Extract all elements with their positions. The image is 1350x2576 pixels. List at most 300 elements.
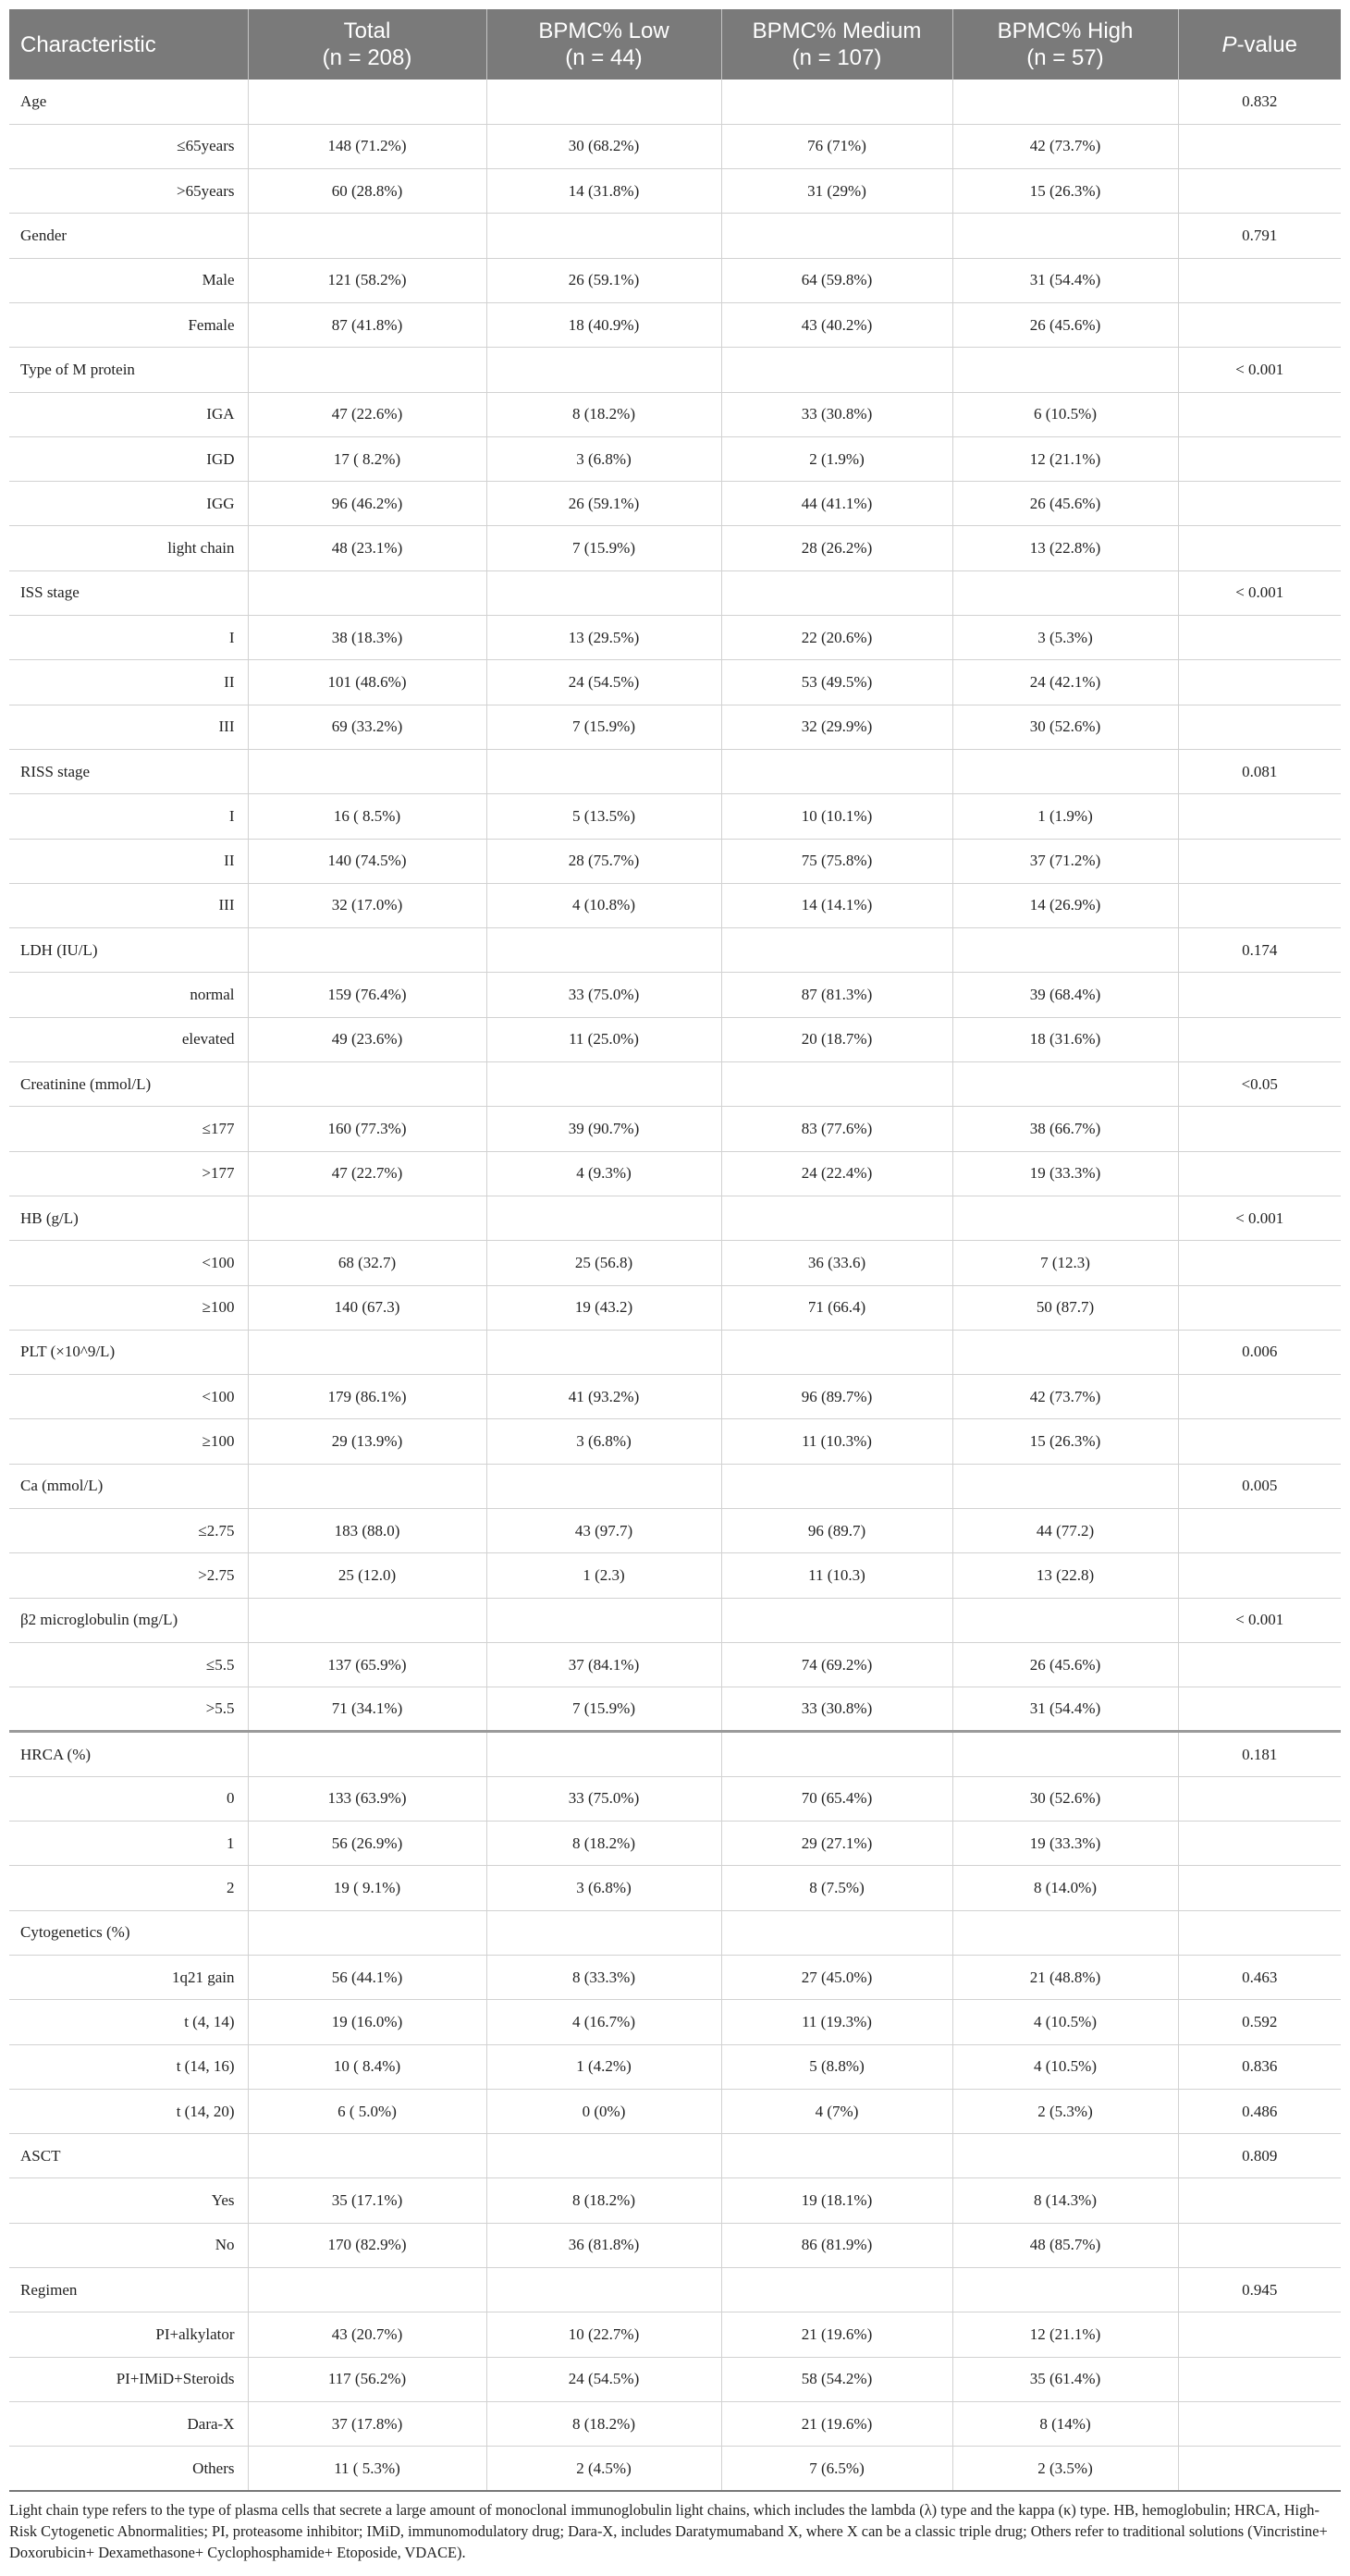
cell-low: 10 (22.7%) [486, 2312, 721, 2357]
cell-low: 3 (6.8%) [486, 436, 721, 481]
cell-medium: 8 (7.5%) [721, 1866, 952, 1910]
cell-high: 8 (14.3%) [952, 2178, 1178, 2223]
cell-characteristic: II [9, 839, 248, 883]
cell-low: 30 (68.2%) [486, 124, 721, 168]
cell-high: 2 (5.3%) [952, 2089, 1178, 2133]
cell-p-value [1178, 1553, 1341, 1598]
cell-low: 11 (25.0%) [486, 1017, 721, 1061]
cell-total [248, 80, 486, 124]
cell-characteristic: Yes [9, 2178, 248, 2223]
cell-characteristic: Regimen [9, 2268, 248, 2312]
cell-medium: 24 (22.4%) [721, 1151, 952, 1196]
cell-low: 8 (33.3%) [486, 1955, 721, 1999]
cell-total: 60 (28.8%) [248, 169, 486, 214]
cell-total: 6 ( 5.0%) [248, 2089, 486, 2133]
cell-characteristic: 1q21 gain [9, 1955, 248, 1999]
table-row [9, 973, 1341, 1017]
cell-total: 140 (67.3) [248, 1285, 486, 1330]
cell-characteristic: ≤177 [9, 1107, 248, 1151]
cell-p-value: < 0.001 [1178, 570, 1341, 615]
table-row [9, 482, 1341, 526]
table-row [9, 258, 1341, 302]
table-container [9, 9, 1341, 2563]
table-row [9, 2447, 1341, 2491]
table-row [9, 2089, 1341, 2133]
cell-characteristic: Creatinine (mmol/L) [9, 1062, 248, 1107]
table-row [9, 839, 1341, 883]
cell-total [248, 1598, 486, 1642]
cell-p-value [1178, 660, 1341, 705]
table-row [9, 883, 1341, 927]
cell-low: 8 (18.2%) [486, 1822, 721, 1866]
group-row [9, 1910, 1341, 1955]
cell-total: 17 ( 8.2%) [248, 436, 486, 481]
cell-characteristic: normal [9, 973, 248, 1017]
cell-low [486, 928, 721, 973]
cell-p-value [1178, 436, 1341, 481]
cell-p-value: 0.081 [1178, 749, 1341, 793]
cell-p-value [1178, 2223, 1341, 2267]
cell-total: 101 (48.6%) [248, 660, 486, 705]
cell-low: 26 (59.1%) [486, 258, 721, 302]
cell-total [248, 928, 486, 973]
cell-high: 24 (42.1%) [952, 660, 1178, 705]
table-row [9, 1241, 1341, 1285]
cell-p-value [1178, 973, 1341, 1017]
cell-medium: 44 (41.1%) [721, 482, 952, 526]
cell-low: 8 (18.2%) [486, 2401, 721, 2446]
cell-characteristic: ≤2.75 [9, 1509, 248, 1553]
cell-medium: 74 (69.2%) [721, 1642, 952, 1687]
cell-low [486, 1330, 721, 1374]
cell-p-value: < 0.001 [1178, 348, 1341, 392]
cell-medium [721, 348, 952, 392]
cell-total: 96 (46.2%) [248, 482, 486, 526]
cell-low: 2 (4.5%) [486, 2447, 721, 2491]
cell-characteristic: ISS stage [9, 570, 248, 615]
cell-low: 4 (9.3%) [486, 1151, 721, 1196]
cell-p-value [1178, 2357, 1341, 2401]
cell-total [248, 749, 486, 793]
cell-low: 43 (97.7) [486, 1509, 721, 1553]
cell-medium [721, 1910, 952, 1955]
cell-high [952, 80, 1178, 124]
cell-medium [721, 80, 952, 124]
cell-p-value: < 0.001 [1178, 1196, 1341, 1240]
cell-low: 18 (40.9%) [486, 302, 721, 347]
cell-low: 7 (15.9%) [486, 526, 721, 570]
cell-p-value: 0.006 [1178, 1330, 1341, 1374]
group-row [9, 1196, 1341, 1240]
cell-characteristic: 2 [9, 1866, 248, 1910]
cell-low: 4 (16.7%) [486, 2000, 721, 2044]
cell-high: 8 (14%) [952, 2401, 1178, 2446]
cell-low [486, 2134, 721, 2178]
cell-characteristic: 0 [9, 1776, 248, 1821]
cell-characteristic: RISS stage [9, 749, 248, 793]
cell-high: 12 (21.1%) [952, 436, 1178, 481]
cell-medium: 29 (27.1%) [721, 1822, 952, 1866]
cell-p-value [1178, 2178, 1341, 2223]
cell-low: 8 (18.2%) [486, 2178, 721, 2223]
cell-high: 13 (22.8%) [952, 526, 1178, 570]
cell-total: 19 (16.0%) [248, 2000, 486, 2044]
table-row [9, 526, 1341, 570]
cell-characteristic: >177 [9, 1151, 248, 1196]
cell-total: 117 (56.2%) [248, 2357, 486, 2401]
cell-high: 18 (31.6%) [952, 1017, 1178, 1061]
cell-medium: 32 (29.9%) [721, 705, 952, 749]
cell-high [952, 2134, 1178, 2178]
cell-medium: 5 (8.8%) [721, 2044, 952, 2089]
cell-medium: 7 (6.5%) [721, 2447, 952, 2491]
cell-total: 56 (44.1%) [248, 1955, 486, 1999]
cell-p-value [1178, 1241, 1341, 1285]
table-row [9, 1375, 1341, 1419]
cell-low [486, 1598, 721, 1642]
table-row [9, 169, 1341, 214]
cell-medium: 71 (66.4) [721, 1285, 952, 1330]
table-row [9, 302, 1341, 347]
cell-high: 4 (10.5%) [952, 2044, 1178, 2089]
cell-total [248, 570, 486, 615]
cell-total [248, 2134, 486, 2178]
cell-medium [721, 1062, 952, 1107]
cell-low [486, 214, 721, 258]
cell-low: 7 (15.9%) [486, 1687, 721, 1732]
cell-p-value [1178, 1419, 1341, 1464]
cell-total: 71 (34.1%) [248, 1687, 486, 1732]
cell-total [248, 1330, 486, 1374]
cell-low [486, 1910, 721, 1955]
cell-characteristic: I [9, 794, 248, 839]
header-total [248, 9, 486, 80]
cell-high: 31 (54.4%) [952, 258, 1178, 302]
cell-characteristic: Gender [9, 214, 248, 258]
cell-low: 41 (93.2%) [486, 1375, 721, 1419]
cell-total: 69 (33.2%) [248, 705, 486, 749]
header-low-label: BPMC% Low [538, 18, 669, 43]
cell-high: 42 (73.7%) [952, 1375, 1178, 1419]
cell-high: 39 (68.4%) [952, 973, 1178, 1017]
cell-p-value [1178, 1866, 1341, 1910]
cell-medium: 11 (10.3) [721, 1553, 952, 1598]
group-row [9, 1732, 1341, 1776]
cell-characteristic: LDH (IU/L) [9, 928, 248, 973]
cell-p-value [1178, 616, 1341, 660]
cell-total [248, 1910, 486, 1955]
cell-total: 48 (23.1%) [248, 526, 486, 570]
cell-p-value [1178, 526, 1341, 570]
cell-characteristic: Male [9, 258, 248, 302]
cell-high [952, 1062, 1178, 1107]
cell-medium [721, 214, 952, 258]
cell-p-value: 0.181 [1178, 1732, 1341, 1776]
cell-p-value [1178, 392, 1341, 436]
cell-p-value [1178, 258, 1341, 302]
cell-high [952, 2268, 1178, 2312]
cell-medium [721, 570, 952, 615]
cell-medium: 83 (77.6%) [721, 1107, 952, 1151]
cell-medium [721, 1196, 952, 1240]
cell-p-value [1178, 794, 1341, 839]
cell-p-value [1178, 2312, 1341, 2357]
cell-medium [721, 1464, 952, 1508]
cell-characteristic: ASCT [9, 2134, 248, 2178]
cell-total [248, 2268, 486, 2312]
cell-low [486, 1464, 721, 1508]
cell-medium: 96 (89.7%) [721, 1375, 952, 1419]
cell-medium: 21 (19.6%) [721, 2401, 952, 2446]
cell-characteristic: Age [9, 80, 248, 124]
header-characteristic: Characteristic [9, 9, 248, 80]
cell-p-value [1178, 1509, 1341, 1553]
cell-high: 50 (87.7) [952, 1285, 1178, 1330]
cell-low [486, 80, 721, 124]
cell-low: 36 (81.8%) [486, 2223, 721, 2267]
cell-medium: 10 (10.1%) [721, 794, 952, 839]
cell-total: 140 (74.5%) [248, 839, 486, 883]
cell-low: 14 (31.8%) [486, 169, 721, 214]
cell-total: 137 (65.9%) [248, 1642, 486, 1687]
cell-p-value [1178, 482, 1341, 526]
cell-medium: 36 (33.6) [721, 1241, 952, 1285]
cell-characteristic: ≤5.5 [9, 1642, 248, 1687]
cell-low [486, 1732, 721, 1776]
cell-total: 11 ( 5.3%) [248, 2447, 486, 2491]
cell-p-value: 0.836 [1178, 2044, 1341, 2089]
cell-total: 56 (26.9%) [248, 1822, 486, 1866]
group-row [9, 1598, 1341, 1642]
cell-p-value [1178, 1822, 1341, 1866]
cell-high: 48 (85.7%) [952, 2223, 1178, 2267]
cell-characteristic: <100 [9, 1375, 248, 1419]
cell-p-value [1178, 1776, 1341, 1821]
cell-total: 121 (58.2%) [248, 258, 486, 302]
cell-high [952, 1732, 1178, 1776]
cell-high: 31 (54.4%) [952, 1687, 1178, 1732]
cell-total: 170 (82.9%) [248, 2223, 486, 2267]
cell-high: 37 (71.2%) [952, 839, 1178, 883]
cell-low: 28 (75.7%) [486, 839, 721, 883]
group-row [9, 570, 1341, 615]
header-row [9, 9, 1341, 80]
cell-characteristic: III [9, 883, 248, 927]
table-body [9, 80, 1341, 2491]
table-row [9, 1017, 1341, 1061]
table-row [9, 1866, 1341, 1910]
header-low [486, 9, 721, 80]
cell-p-value [1178, 839, 1341, 883]
cell-high [952, 1598, 1178, 1642]
cell-medium: 14 (14.1%) [721, 883, 952, 927]
cell-high: 3 (5.3%) [952, 616, 1178, 660]
cell-characteristic: Dara-X [9, 2401, 248, 2446]
cell-characteristic: <100 [9, 1241, 248, 1285]
table-row [9, 1642, 1341, 1687]
header-total-n: (n = 208) [322, 45, 412, 70]
cell-total: 47 (22.7%) [248, 1151, 486, 1196]
cell-medium: 19 (18.1%) [721, 2178, 952, 2223]
cell-low [486, 1196, 721, 1240]
cell-high [952, 1464, 1178, 1508]
table-row [9, 794, 1341, 839]
cell-medium: 87 (81.3%) [721, 973, 952, 1017]
group-row [9, 80, 1341, 124]
group-row [9, 928, 1341, 973]
group-row [9, 749, 1341, 793]
cell-p-value: 0.809 [1178, 2134, 1341, 2178]
cell-low: 37 (84.1%) [486, 1642, 721, 1687]
cell-medium: 33 (30.8%) [721, 1687, 952, 1732]
table-row [9, 2223, 1341, 2267]
cell-characteristic: No [9, 2223, 248, 2267]
cell-low [486, 2268, 721, 2312]
cell-characteristic: >5.5 [9, 1687, 248, 1732]
cell-total [248, 348, 486, 392]
header-medium-label: BPMC% Medium [752, 18, 922, 43]
cell-low [486, 570, 721, 615]
cell-medium [721, 2134, 952, 2178]
cell-medium: 43 (40.2%) [721, 302, 952, 347]
cell-characteristic: IGD [9, 436, 248, 481]
cell-total: 35 (17.1%) [248, 2178, 486, 2223]
cell-p-value [1178, 1687, 1341, 1732]
cell-p-value [1178, 883, 1341, 927]
cell-p-value [1178, 302, 1341, 347]
cell-characteristic: III [9, 705, 248, 749]
cell-p-value [1178, 1151, 1341, 1196]
cell-medium [721, 1330, 952, 1374]
group-row [9, 1062, 1341, 1107]
table-row [9, 1955, 1341, 1999]
group-row [9, 1330, 1341, 1374]
header-total-label: Total [343, 18, 391, 43]
cell-high: 30 (52.6%) [952, 705, 1178, 749]
cell-total: 160 (77.3%) [248, 1107, 486, 1151]
cell-high: 6 (10.5%) [952, 392, 1178, 436]
cell-total: 133 (63.9%) [248, 1776, 486, 1821]
cell-characteristic: t (14, 16) [9, 2044, 248, 2089]
cell-high: 26 (45.6%) [952, 482, 1178, 526]
cell-low: 24 (54.5%) [486, 2357, 721, 2401]
group-row [9, 348, 1341, 392]
cell-low: 4 (10.8%) [486, 883, 721, 927]
cell-medium [721, 749, 952, 793]
cell-high: 13 (22.8) [952, 1553, 1178, 1598]
cell-total: 179 (86.1%) [248, 1375, 486, 1419]
cell-p-value [1178, 1910, 1341, 1955]
header-p-suffix: -value [1236, 31, 1297, 57]
table-row [9, 1107, 1341, 1151]
cell-high: 4 (10.5%) [952, 2000, 1178, 2044]
cell-p-value: 0.174 [1178, 928, 1341, 973]
header-medium [721, 9, 952, 80]
cell-total: 148 (71.2%) [248, 124, 486, 168]
cell-medium: 64 (59.8%) [721, 258, 952, 302]
cell-total: 183 (88.0) [248, 1509, 486, 1553]
cell-total: 38 (18.3%) [248, 616, 486, 660]
cell-characteristic: I [9, 616, 248, 660]
cell-medium: 11 (19.3%) [721, 2000, 952, 2044]
cell-low: 26 (59.1%) [486, 482, 721, 526]
cell-high: 1 (1.9%) [952, 794, 1178, 839]
cell-total: 32 (17.0%) [248, 883, 486, 927]
cell-low: 3 (6.8%) [486, 1419, 721, 1464]
cell-characteristic: IGA [9, 392, 248, 436]
cell-medium: 2 (1.9%) [721, 436, 952, 481]
table-row [9, 2312, 1341, 2357]
table-row [9, 1509, 1341, 1553]
cell-total: 43 (20.7%) [248, 2312, 486, 2357]
cell-total: 47 (22.6%) [248, 392, 486, 436]
cell-low: 7 (15.9%) [486, 705, 721, 749]
cell-medium: 31 (29%) [721, 169, 952, 214]
table-row [9, 616, 1341, 660]
cell-characteristic: light chain [9, 526, 248, 570]
cell-characteristic: 1 [9, 1822, 248, 1866]
cell-high [952, 1910, 1178, 1955]
table-row [9, 2357, 1341, 2401]
cell-total: 159 (76.4%) [248, 973, 486, 1017]
cell-p-value: 0.791 [1178, 214, 1341, 258]
cell-high: 26 (45.6%) [952, 1642, 1178, 1687]
cell-total: 29 (13.9%) [248, 1419, 486, 1464]
table-row [9, 436, 1341, 481]
cell-p-value [1178, 705, 1341, 749]
cell-characteristic: >65years [9, 169, 248, 214]
group-row [9, 214, 1341, 258]
cell-low: 1 (4.2%) [486, 2044, 721, 2089]
cell-medium: 96 (89.7) [721, 1509, 952, 1553]
cell-characteristic: HRCA (%) [9, 1732, 248, 1776]
cell-total [248, 1196, 486, 1240]
header-high-label: BPMC% High [997, 18, 1134, 43]
cell-high: 19 (33.3%) [952, 1822, 1178, 1866]
cell-medium: 75 (75.8%) [721, 839, 952, 883]
table-row [9, 1687, 1341, 1732]
table-row [9, 705, 1341, 749]
table-row [9, 1553, 1341, 1598]
cell-medium [721, 2268, 952, 2312]
cell-low [486, 1062, 721, 1107]
cell-high [952, 348, 1178, 392]
cell-high: 19 (33.3%) [952, 1151, 1178, 1196]
table-row [9, 2178, 1341, 2223]
group-row [9, 2134, 1341, 2178]
table-row [9, 124, 1341, 168]
cell-total: 25 (12.0) [248, 1553, 486, 1598]
cell-high: 12 (21.1%) [952, 2312, 1178, 2357]
cell-low: 8 (18.2%) [486, 392, 721, 436]
header-p-value [1178, 9, 1341, 80]
cell-p-value [1178, 1107, 1341, 1151]
cell-medium: 22 (20.6%) [721, 616, 952, 660]
header-low-n: (n = 44) [565, 45, 643, 70]
cell-low [486, 749, 721, 793]
cell-p-value: <0.05 [1178, 1062, 1341, 1107]
cell-total: 68 (32.7) [248, 1241, 486, 1285]
cell-high: 2 (3.5%) [952, 2447, 1178, 2491]
table-row [9, 1419, 1341, 1464]
cell-low: 25 (56.8) [486, 1241, 721, 1285]
cell-characteristic: >2.75 [9, 1553, 248, 1598]
cell-high [952, 1330, 1178, 1374]
cell-p-value: < 0.001 [1178, 1598, 1341, 1642]
header-high [952, 9, 1178, 80]
cell-total: 19 ( 9.1%) [248, 1866, 486, 1910]
cell-medium [721, 928, 952, 973]
